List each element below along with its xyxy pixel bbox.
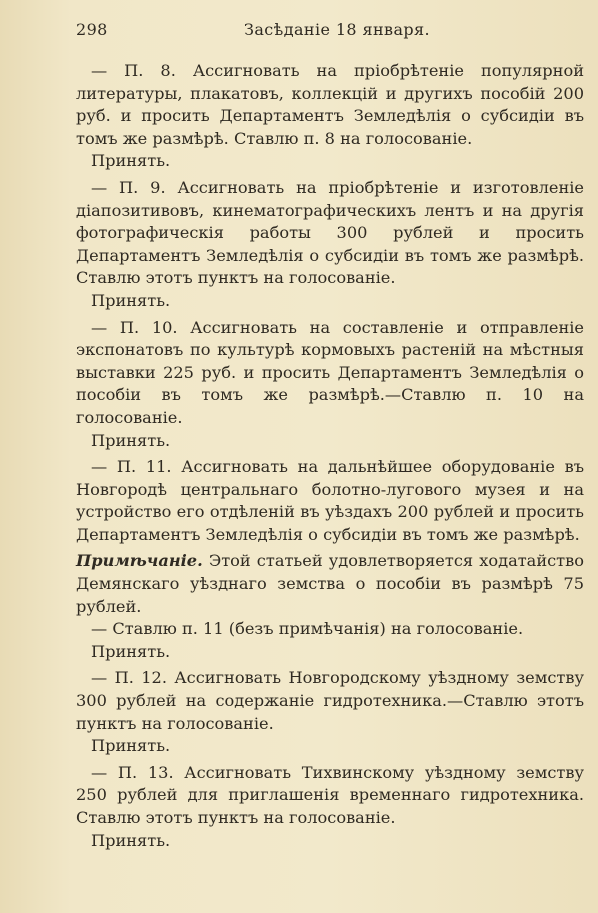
result-item-8: Принять. [91, 151, 171, 171]
note-item-11 [76, 550, 584, 618]
paragraph-item-13: — П. 13. Ассигновать Тихвинскому уѣздному земству 250 рублей для приглашенія временнаго гидротехника. Ставлю этотъ пунктъ на голосованіе. [76, 762, 584, 827]
paragraph-item-12: — П. 12. Ассигновать Новгородскому уѣздному земству 300 рублей на содержаніе гидротехника.—Ставлю этотъ пунктъ на голосованіе. [76, 668, 584, 733]
result-item-12: Принять. [91, 736, 171, 756]
page-body [76, 60, 584, 852]
result-item-10: Принять. [91, 430, 171, 450]
paragraph-item-10: — П. 10. Ассигновать на составленіе и отправленіе экспонатовъ по культурѣ кормовыхъ растеній на мѣстныя выставки 225 руб. и просить Департаментъ Земледѣлія о пособіи въ томъ же размѣрѣ.—Ставлю п. 10 на голосованіе. [76, 317, 584, 427]
note-label: Примѣчаніе. [76, 551, 203, 571]
paragraph-item-11: — П. 11. Ассигновать на дальнѣйшее оборудованіе въ Новгородѣ центральнаго болотно-лугового музея и на устройство его отдѣленій въ уѣздахъ 200 рублей и просить Департаментъ Земледѣлія о субсидіи въ томъ же размѣрѣ. [76, 457, 584, 544]
paragraph-item-8: — П. 8. Ассигновать на пріобрѣтеніе популярной литературы, плакатовъ, коллекцій и другихъ пособій 200 руб. и просить Департаментъ Земледѣлія о субсидіи въ томъ же размѣрѣ. Ставлю п. 8 на голосованіе. [76, 61, 584, 148]
result-item-13: Принять. [91, 830, 171, 850]
page-header [76, 20, 558, 44]
page-number: 298 [76, 20, 108, 39]
paragraph-item-9: — П. 9. Ассигновать на пріобрѣтеніе и изготовленіе діапозитивовъ, кинематографическихъ лентъ и на другія фотографическія работы 300 рублей и просить Департаментъ Земледѣлія о субсидіи въ томъ же размѣрѣ. Ставлю этотъ пунктъ на голосованіе. [76, 177, 584, 288]
result-item-9: Принять. [91, 290, 171, 310]
result-item-11: Принять. [91, 641, 171, 661]
vote-item-11: — Ставлю п. 11 (безъ примѣчанія) на голосованіе. [91, 619, 524, 639]
note-text: Этой статьей удовлетворяется ходатайство Демянскаго уѣзднаго земства о пособіи въ размѣрѣ 75 рублей. [76, 551, 584, 616]
running-title: Засѣданіе 18 января. [244, 20, 431, 39]
